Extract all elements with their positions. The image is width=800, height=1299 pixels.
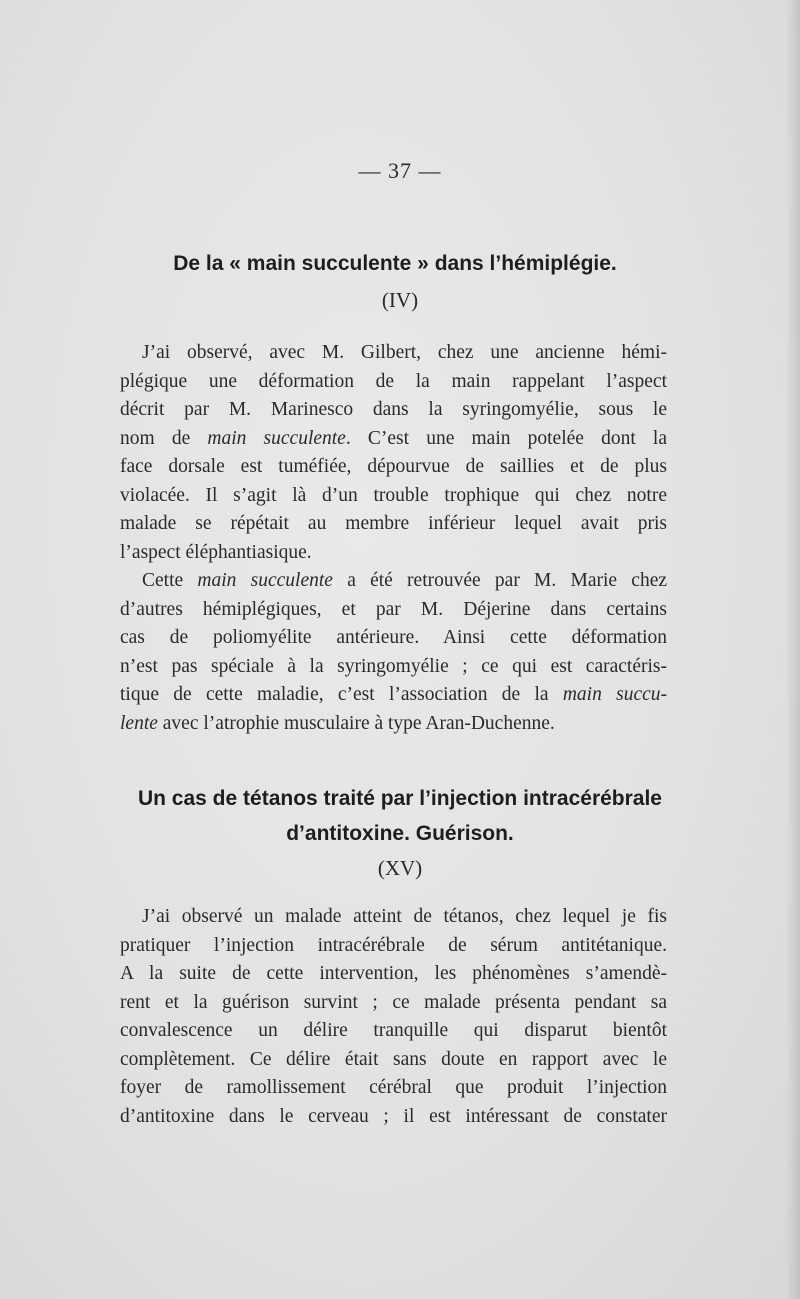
page-number: — 37 —	[358, 158, 442, 183]
section-number-iv: (IV)	[381, 288, 419, 312]
section-number-xv: (XV)	[377, 856, 423, 880]
section-title-main-succulente: De la « main succulente » dans l’hémiplégie.	[173, 252, 617, 275]
body-line: foyer de ramollissement cérébral que produit l’injection	[120, 1077, 667, 1098]
section-title-tetanos	[110, 781, 690, 851]
section-title-line-2: d’antitoxine. Guérison.	[286, 822, 514, 845]
body-line: J’ai observé, avec M. Gilbert, chez une ancienne hémi-	[142, 342, 667, 363]
body-line: violacée. Il s’agit là d’un trouble trophique qui chez notre	[120, 484, 667, 506]
body-line: J’ai observé un malade atteint de tétanos, chez lequel je fis	[142, 906, 667, 927]
body-line: malade se répétait au membre inférieur lequel avait pris	[120, 513, 667, 534]
body-line: convalescence un délire tranquille qui disparut bientôt	[120, 1020, 667, 1041]
body-line: décrit par M. Marinesco dans la syringomyélie, sous le	[120, 399, 667, 420]
body-line: tique de cette maladie, c’est l’association de la main succu-	[120, 684, 667, 705]
body-line: face dorsale est tuméfiée, dépourvue de saillies et de plus	[120, 456, 667, 477]
section-title-line-1: Un cas de tétanos traité par l’injection intracérébrale	[137, 787, 662, 810]
body-line: rent et la guérison survint ; ce malade présenta pendant sa	[120, 991, 667, 1013]
italic-term: main succulente	[207, 427, 346, 449]
body-line: l’aspect éléphantiasique.	[120, 541, 312, 563]
italic-term: main succu-	[562, 684, 667, 705]
section1-body	[120, 339, 667, 738]
body-line: lente avec l’atrophie musculaire à type Aran-Duchenne.	[120, 712, 555, 734]
body-line: n’est pas spéciale à la syringomyélie ; ce qui est caractéris-	[120, 655, 667, 677]
body-line: A la suite de cette intervention, les phénomènes s’amendè-	[120, 963, 667, 984]
italic-term: lente	[120, 712, 158, 734]
body-line: nom de main succulente. C’est une main potelée dont la	[120, 427, 667, 449]
italic-term: main succulente	[197, 570, 333, 591]
body-line: complètement. Ce délire était sans doute en rapport avec le	[120, 1048, 667, 1070]
body-line: d’autres hémiplégiques, et par M. Déjerine dans certains	[120, 598, 667, 620]
body-line: plégique une déformation de la main rappelant l’aspect	[120, 370, 667, 392]
body-line: Cette main succulente a été retrouvée par M. Marie chez	[142, 570, 668, 591]
body-line: pratiquer l’injection intracérébrale de sérum antitétanique.	[120, 934, 667, 956]
body-line: d’antitoxine dans le cerveau ; il est intéressant de constater	[120, 1105, 667, 1127]
section2-body	[120, 903, 667, 1131]
body-line: cas de poliomyélite antérieure. Ainsi cette déformation	[120, 627, 667, 648]
page-edge-shadow	[786, 0, 800, 1299]
